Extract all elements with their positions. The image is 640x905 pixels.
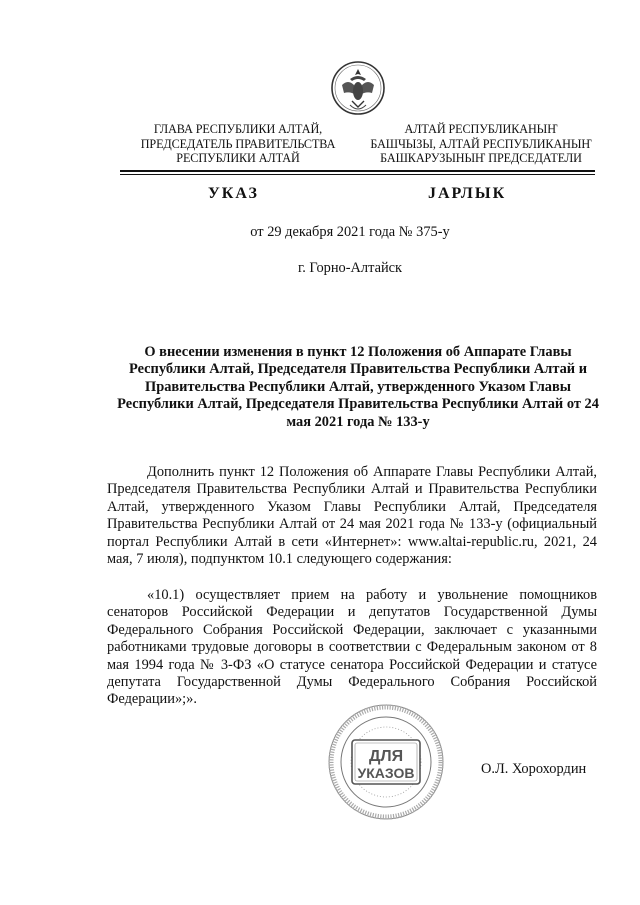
paragraph-text: Дополнить пункт 12 Положения об Аппарате Главы Республики Алтай, Председателя Правительства Республики Алтай и Правительства Республики Алтай, утвержденного Указом Главы Республики Алтай, Председателя Правительства Республики Алтай от 24 мая 2021 года № 133-у (официальный портал Республики Алтай в сети «Интернет»: www.altai-republic.ru, 2021, 24 мая, 7 июля), подпунктом 10.1 следующего содержания:	[107, 464, 597, 568]
header-left-line: ГЛАВА РЕСПУБЛИКИ АЛТАЙ,	[153, 122, 323, 136]
header-left	[118, 122, 358, 166]
paragraph-text: «10.1) осуществляет прием на работу и увольнение помощников сенаторов Российской Федерации и депутатов Государственной Думы Федерального Собрания Российской Федерации, заключает с указанными работниками трудовые договоры в соответствии с Федеральным законом от 8 мая 1994 года № 3-ФЗ «О статусе сенатора Российской Федерации и статусе депутата Государственной Думы Федерального Собрания Российской Федерации»;».	[107, 587, 597, 708]
header-left-line: РЕСПУБЛИКИ АЛТАЙ	[176, 151, 300, 165]
header-right-line: АЛТАЙ РЕСПУБЛИКАНЫҤ	[404, 122, 558, 136]
header-right-line: БАШЧЫЗЫ, АЛТАЙ РЕСПУБЛИКАНЫҤ	[370, 136, 592, 151]
body-paragraph-2	[107, 587, 597, 709]
seal-graphic	[326, 702, 446, 822]
city-line: г. Горно-Алтайск	[297, 260, 403, 276]
decree-title: О внесении изменения в пункт 12 Положения об Аппарате Главы Республики Алтай, Председателя Правительства Республики Алтай и Правительства Республики Алтай, утвержденного Указом Главы Республики Алтай, Председателя Правительства Республики Алтай от 24 мая 2021 года № 133-у	[117, 344, 599, 430]
doc-type-alt: JАРЛЫК	[428, 185, 507, 202]
header-divider	[120, 170, 595, 172]
header-left-line: ПРЕДСЕДАТЕЛЬ ПРАВИТЕЛЬСТВА	[140, 136, 336, 151]
signer-name: О.Л. Хорохордин	[481, 761, 587, 777]
official-seal	[326, 702, 446, 822]
header-right-line: БАШКАРУЗЫНЫҤ ПРЕДСЕДАТЕЛИ	[380, 151, 582, 165]
seal-text-line-2: УКАЗОВ	[357, 765, 415, 781]
seal-text-line-1: ДЛЯ	[368, 748, 404, 765]
body-paragraph-1	[107, 464, 597, 568]
doc-type-ru: УКАЗ	[208, 185, 259, 202]
decree-date: от 29 декабря 2021 года № 375-у	[250, 224, 450, 240]
header-right	[348, 122, 614, 166]
header-divider-thin	[120, 174, 595, 175]
coat-of-arms-emblem	[330, 55, 386, 121]
